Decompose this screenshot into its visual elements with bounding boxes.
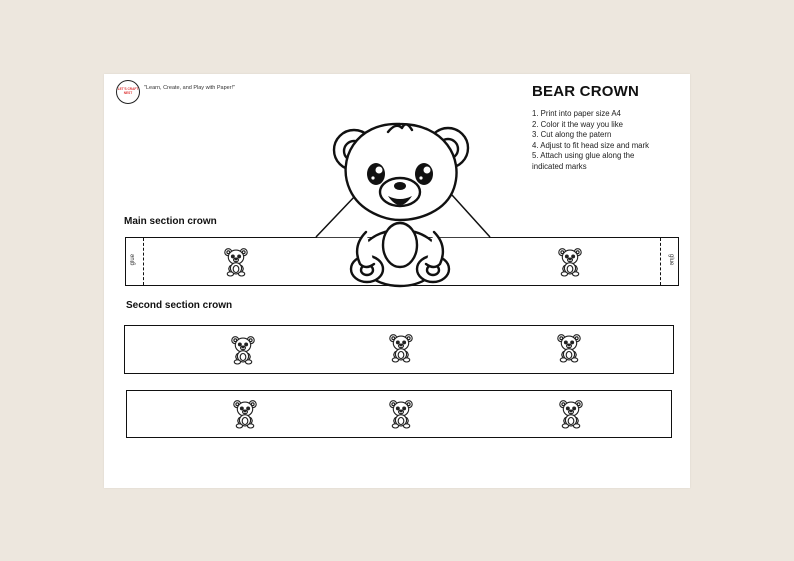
second-section-label: Second section crown	[126, 300, 233, 311]
mini-bear-icon	[557, 398, 585, 430]
glue-label-right: glue	[668, 254, 674, 266]
mini-bear-icon	[387, 332, 415, 364]
instruction-step: 1. Print into paper size A4	[532, 109, 621, 118]
instruction-step: 2. Color it the way you like	[532, 119, 624, 129]
bear-outline-icon	[326, 120, 476, 290]
mini-bear-icon	[231, 398, 259, 430]
instruction-step: 4. Adjust to fit head size and mark	[532, 140, 650, 150]
logo-text-top: LET'S CRAFT	[117, 87, 139, 92]
page-title: BEAR CROWN	[532, 83, 639, 100]
glue-label-left: glue	[130, 254, 136, 266]
logo-text-bottom: NEST	[123, 91, 133, 95]
tagline: "Learn, Create, and Play with Paper!"	[144, 85, 236, 91]
third-crown-band	[126, 390, 672, 438]
instruction-step: 3. Cut along the patern	[532, 130, 612, 140]
mini-bear-icon	[229, 334, 257, 366]
instruction-step: indicated marks	[532, 161, 587, 171]
second-crown-band	[124, 325, 674, 374]
printable-sheet	[104, 74, 690, 488]
instruction-step: 5. Attach using glue along the	[532, 151, 635, 161]
mini-bear-icon	[555, 332, 583, 364]
mini-bear-icon	[387, 398, 415, 430]
main-section-label: Main section crown	[124, 216, 217, 227]
